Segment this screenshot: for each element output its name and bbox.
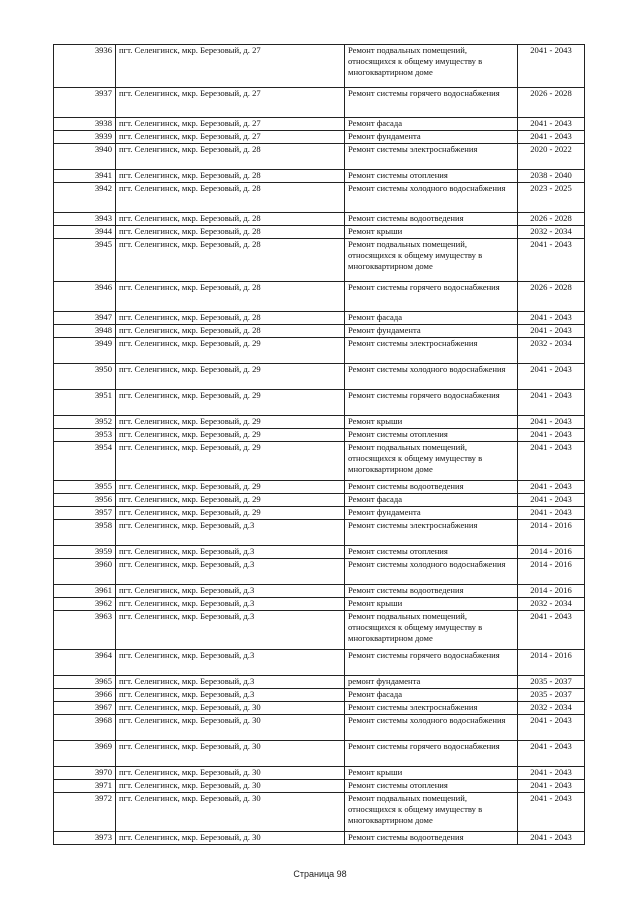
row-number-cell: 3955 <box>54 481 116 494</box>
address-cell: пгт. Селенгинск, мкр. Березовый, д. 27 <box>116 88 345 118</box>
work-type-cell: Ремонт фундамента <box>345 131 518 144</box>
period-cell: 2038 - 2040 <box>518 170 585 183</box>
address-cell: пгт. Селенгинск, мкр. Березовый, д. 29 <box>116 429 345 442</box>
period-cell: 2014 - 2016 <box>518 546 585 559</box>
row-number-cell: 3970 <box>54 767 116 780</box>
period-cell: 2041 - 2043 <box>518 767 585 780</box>
address-cell: пгт. Селенгинск, мкр. Березовый, д.3 <box>116 520 345 546</box>
table-row <box>54 832 585 845</box>
work-type-cell: Ремонт подвальных помещений, относящихся к общему имуществу в многоквартирном доме <box>345 239 518 282</box>
period-cell: 2041 - 2043 <box>518 118 585 131</box>
work-type-cell: Ремонт системы холодного водоснабжения <box>345 364 518 390</box>
row-number-cell: 3964 <box>54 650 116 676</box>
row-number-cell: 3939 <box>54 131 116 144</box>
row-number-cell: 3969 <box>54 741 116 767</box>
work-type-cell: Ремонт крыши <box>345 598 518 611</box>
table-row <box>54 88 585 118</box>
row-number-cell: 3951 <box>54 390 116 416</box>
work-type-cell: Ремонт системы отопления <box>345 429 518 442</box>
period-cell: 2041 - 2043 <box>518 832 585 845</box>
period-cell: 2041 - 2043 <box>518 416 585 429</box>
address-cell: пгт. Селенгинск, мкр. Березовый, д. 29 <box>116 507 345 520</box>
row-number-cell: 3942 <box>54 183 116 213</box>
row-number-cell: 3963 <box>54 611 116 650</box>
table-row <box>54 338 585 364</box>
work-type-cell: Ремонт системы холодного водоснабжения <box>345 715 518 741</box>
table-row <box>54 546 585 559</box>
work-type-cell: Ремонт системы отопления <box>345 780 518 793</box>
table-row <box>54 585 585 598</box>
work-type-cell: Ремонт системы водоотведения <box>345 481 518 494</box>
table-row <box>54 676 585 689</box>
table-row <box>54 689 585 702</box>
table-row <box>54 325 585 338</box>
period-cell: 2023 - 2025 <box>518 183 585 213</box>
period-cell: 2041 - 2043 <box>518 611 585 650</box>
period-cell: 2041 - 2043 <box>518 442 585 481</box>
table-row <box>54 598 585 611</box>
address-cell: пгт. Селенгинск, мкр. Березовый, д. 28 <box>116 144 345 170</box>
work-type-cell: Ремонт подвальных помещений, относящихся к общему имуществу в многоквартирном доме <box>345 793 518 832</box>
period-cell: 2041 - 2043 <box>518 429 585 442</box>
address-cell: пгт. Селенгинск, мкр. Березовый, д. 30 <box>116 793 345 832</box>
work-type-cell: Ремонт фасада <box>345 312 518 325</box>
address-cell: пгт. Селенгинск, мкр. Березовый, д. 29 <box>116 416 345 429</box>
work-type-cell: Ремонт фасада <box>345 118 518 131</box>
address-cell: пгт. Селенгинск, мкр. Березовый, д.3 <box>116 546 345 559</box>
period-cell: 2041 - 2043 <box>518 780 585 793</box>
table-row <box>54 715 585 741</box>
work-type-cell: Ремонт системы горячего водоснабжения <box>345 741 518 767</box>
work-type-cell: Ремонт системы отопления <box>345 546 518 559</box>
work-type-cell: Ремонт фундамента <box>345 325 518 338</box>
address-cell: пгт. Селенгинск, мкр. Березовый, д. 29 <box>116 442 345 481</box>
period-cell: 2026 - 2028 <box>518 213 585 226</box>
period-cell: 2041 - 2043 <box>518 793 585 832</box>
table-row <box>54 239 585 282</box>
address-cell: пгт. Селенгинск, мкр. Березовый, д. 29 <box>116 494 345 507</box>
address-cell: пгт. Селенгинск, мкр. Березовый, д.3 <box>116 598 345 611</box>
table-row <box>54 793 585 832</box>
period-cell: 2041 - 2043 <box>518 494 585 507</box>
address-cell: пгт. Селенгинск, мкр. Березовый, д. 28 <box>116 325 345 338</box>
table-row <box>54 507 585 520</box>
work-type-cell: Ремонт подвальных помещений, относящихся к общему имуществу в многоквартирном доме <box>345 611 518 650</box>
work-type-cell: Ремонт системы водоотведения <box>345 832 518 845</box>
row-number-cell: 3962 <box>54 598 116 611</box>
period-cell: 2035 - 2037 <box>518 689 585 702</box>
row-number-cell: 3953 <box>54 429 116 442</box>
period-cell: 2041 - 2043 <box>518 45 585 88</box>
row-number-cell: 3944 <box>54 226 116 239</box>
table-row <box>54 494 585 507</box>
row-number-cell: 3943 <box>54 213 116 226</box>
row-number-cell: 3952 <box>54 416 116 429</box>
work-type-cell: Ремонт фасада <box>345 494 518 507</box>
row-number-cell: 3957 <box>54 507 116 520</box>
period-cell: 2041 - 2043 <box>518 312 585 325</box>
work-type-cell: Ремонт системы горячего водоснабжения <box>345 88 518 118</box>
work-type-cell: Ремонт системы электроснабжения <box>345 520 518 546</box>
table-row <box>54 45 585 88</box>
table-row <box>54 390 585 416</box>
row-number-cell: 3938 <box>54 118 116 131</box>
work-type-cell: Ремонт крыши <box>345 767 518 780</box>
table-row <box>54 767 585 780</box>
row-number-cell: 3956 <box>54 494 116 507</box>
work-type-cell: Ремонт системы водоотведения <box>345 213 518 226</box>
work-type-cell: ремонт фундамента <box>345 676 518 689</box>
period-cell: 2041 - 2043 <box>518 507 585 520</box>
address-cell: пгт. Селенгинск, мкр. Березовый, д. 27 <box>116 118 345 131</box>
work-type-cell: Ремонт системы горячего водоснабжения <box>345 650 518 676</box>
table-row <box>54 144 585 170</box>
table-row <box>54 780 585 793</box>
address-cell: пгт. Селенгинск, мкр. Березовый, д. 29 <box>116 364 345 390</box>
address-cell: пгт. Селенгинск, мкр. Березовый, д. 29 <box>116 481 345 494</box>
period-cell: 2014 - 2016 <box>518 559 585 585</box>
address-cell: пгт. Селенгинск, мкр. Березовый, д. 30 <box>116 767 345 780</box>
period-cell: 2020 - 2022 <box>518 144 585 170</box>
work-type-cell: Ремонт фундамента <box>345 507 518 520</box>
work-type-cell: Ремонт подвальных помещений, относящихся к общему имуществу в многоквартирном доме <box>345 442 518 481</box>
work-type-cell: Ремонт системы холодного водоснабжения <box>345 183 518 213</box>
work-type-cell: Ремонт системы электроснабжения <box>345 144 518 170</box>
period-cell: 2032 - 2034 <box>518 702 585 715</box>
period-cell: 2032 - 2034 <box>518 598 585 611</box>
address-cell: пгт. Селенгинск, мкр. Березовый, д. 28 <box>116 312 345 325</box>
row-number-cell: 3940 <box>54 144 116 170</box>
row-number-cell: 3973 <box>54 832 116 845</box>
table-row <box>54 170 585 183</box>
work-type-cell: Ремонт крыши <box>345 416 518 429</box>
period-cell: 2032 - 2034 <box>518 226 585 239</box>
period-cell: 2032 - 2034 <box>518 338 585 364</box>
work-type-cell: Ремонт системы отопления <box>345 170 518 183</box>
address-cell: пгт. Селенгинск, мкр. Березовый, д. 30 <box>116 715 345 741</box>
row-number-cell: 3971 <box>54 780 116 793</box>
address-cell: пгт. Селенгинск, мкр. Березовый, д. 28 <box>116 183 345 213</box>
table-row <box>54 364 585 390</box>
address-cell: пгт. Селенгинск, мкр. Березовый, д. 29 <box>116 390 345 416</box>
work-type-cell: Ремонт системы электроснабжения <box>345 338 518 364</box>
row-number-cell: 3947 <box>54 312 116 325</box>
work-type-cell: Ремонт крыши <box>345 226 518 239</box>
address-cell: пгт. Селенгинск, мкр. Березовый, д. 27 <box>116 131 345 144</box>
period-cell: 2041 - 2043 <box>518 390 585 416</box>
period-cell: 2041 - 2043 <box>518 364 585 390</box>
row-number-cell: 3948 <box>54 325 116 338</box>
address-cell: пгт. Селенгинск, мкр. Березовый, д. 28 <box>116 213 345 226</box>
row-number-cell: 3966 <box>54 689 116 702</box>
works-table <box>53 44 585 845</box>
period-cell: 2041 - 2043 <box>518 715 585 741</box>
work-type-cell: Ремонт системы горячего водоснабжения <box>345 390 518 416</box>
row-number-cell: 3950 <box>54 364 116 390</box>
work-type-cell: Ремонт системы холодного водоснабжения <box>345 559 518 585</box>
row-number-cell: 3959 <box>54 546 116 559</box>
table-row <box>54 282 585 312</box>
table-row <box>54 481 585 494</box>
period-cell: 2014 - 2016 <box>518 650 585 676</box>
work-type-cell: Ремонт подвальных помещений, относящихся к общему имуществу в многоквартирном доме <box>345 45 518 88</box>
work-type-cell: Ремонт системы электроснабжения <box>345 702 518 715</box>
table-row <box>54 429 585 442</box>
address-cell: пгт. Селенгинск, мкр. Березовый, д. 30 <box>116 780 345 793</box>
row-number-cell: 3954 <box>54 442 116 481</box>
table-row <box>54 520 585 546</box>
period-cell: 2026 - 2028 <box>518 282 585 312</box>
row-number-cell: 3972 <box>54 793 116 832</box>
table-row <box>54 442 585 481</box>
address-cell: пгт. Селенгинск, мкр. Березовый, д.3 <box>116 676 345 689</box>
work-type-cell: Ремонт системы горячего водоснабжения <box>345 282 518 312</box>
row-number-cell: 3941 <box>54 170 116 183</box>
address-cell: пгт. Селенгинск, мкр. Березовый, д. 28 <box>116 170 345 183</box>
period-cell: 2035 - 2037 <box>518 676 585 689</box>
row-number-cell: 3961 <box>54 585 116 598</box>
table-row <box>54 702 585 715</box>
address-cell: пгт. Селенгинск, мкр. Березовый, д.3 <box>116 689 345 702</box>
table-row <box>54 213 585 226</box>
row-number-cell: 3958 <box>54 520 116 546</box>
work-type-cell: Ремонт фасада <box>345 689 518 702</box>
address-cell: пгт. Селенгинск, мкр. Березовый, д. 29 <box>116 338 345 364</box>
row-number-cell: 3967 <box>54 702 116 715</box>
period-cell: 2041 - 2043 <box>518 741 585 767</box>
table-row <box>54 226 585 239</box>
table-row <box>54 118 585 131</box>
address-cell: пгт. Селенгинск, мкр. Березовый, д. 28 <box>116 226 345 239</box>
address-cell: пгт. Селенгинск, мкр. Березовый, д. 30 <box>116 741 345 767</box>
page-number: Страница 98 <box>293 869 347 879</box>
period-cell: 2014 - 2016 <box>518 585 585 598</box>
table-row <box>54 312 585 325</box>
period-cell: 2026 - 2028 <box>518 88 585 118</box>
row-number-cell: 3945 <box>54 239 116 282</box>
table-row <box>54 650 585 676</box>
address-cell: пгт. Селенгинск, мкр. Березовый, д. 27 <box>116 45 345 88</box>
period-cell: 2041 - 2043 <box>518 325 585 338</box>
row-number-cell: 3949 <box>54 338 116 364</box>
row-number-cell: 3946 <box>54 282 116 312</box>
row-number-cell: 3960 <box>54 559 116 585</box>
address-cell: пгт. Селенгинск, мкр. Березовый, д. 28 <box>116 239 345 282</box>
row-number-cell: 3937 <box>54 88 116 118</box>
table-row <box>54 183 585 213</box>
table-row <box>54 131 585 144</box>
address-cell: пгт. Селенгинск, мкр. Березовый, д.3 <box>116 585 345 598</box>
address-cell: пгт. Селенгинск, мкр. Березовый, д.3 <box>116 559 345 585</box>
period-cell: 2041 - 2043 <box>518 131 585 144</box>
table-row <box>54 416 585 429</box>
row-number-cell: 3936 <box>54 45 116 88</box>
period-cell: 2014 - 2016 <box>518 520 585 546</box>
table-row <box>54 611 585 650</box>
table-row <box>54 559 585 585</box>
address-cell: пгт. Селенгинск, мкр. Березовый, д. 30 <box>116 702 345 715</box>
period-cell: 2041 - 2043 <box>518 239 585 282</box>
work-type-cell: Ремонт системы водоотведения <box>345 585 518 598</box>
row-number-cell: 3965 <box>54 676 116 689</box>
row-number-cell: 3968 <box>54 715 116 741</box>
address-cell: пгт. Селенгинск, мкр. Березовый, д.3 <box>116 611 345 650</box>
works-table-body <box>54 45 585 845</box>
address-cell: пгт. Селенгинск, мкр. Березовый, д. 28 <box>116 282 345 312</box>
address-cell: пгт. Селенгинск, мкр. Березовый, д. 30 <box>116 832 345 845</box>
period-cell: 2041 - 2043 <box>518 481 585 494</box>
address-cell: пгт. Селенгинск, мкр. Березовый, д.3 <box>116 650 345 676</box>
table-row <box>54 741 585 767</box>
